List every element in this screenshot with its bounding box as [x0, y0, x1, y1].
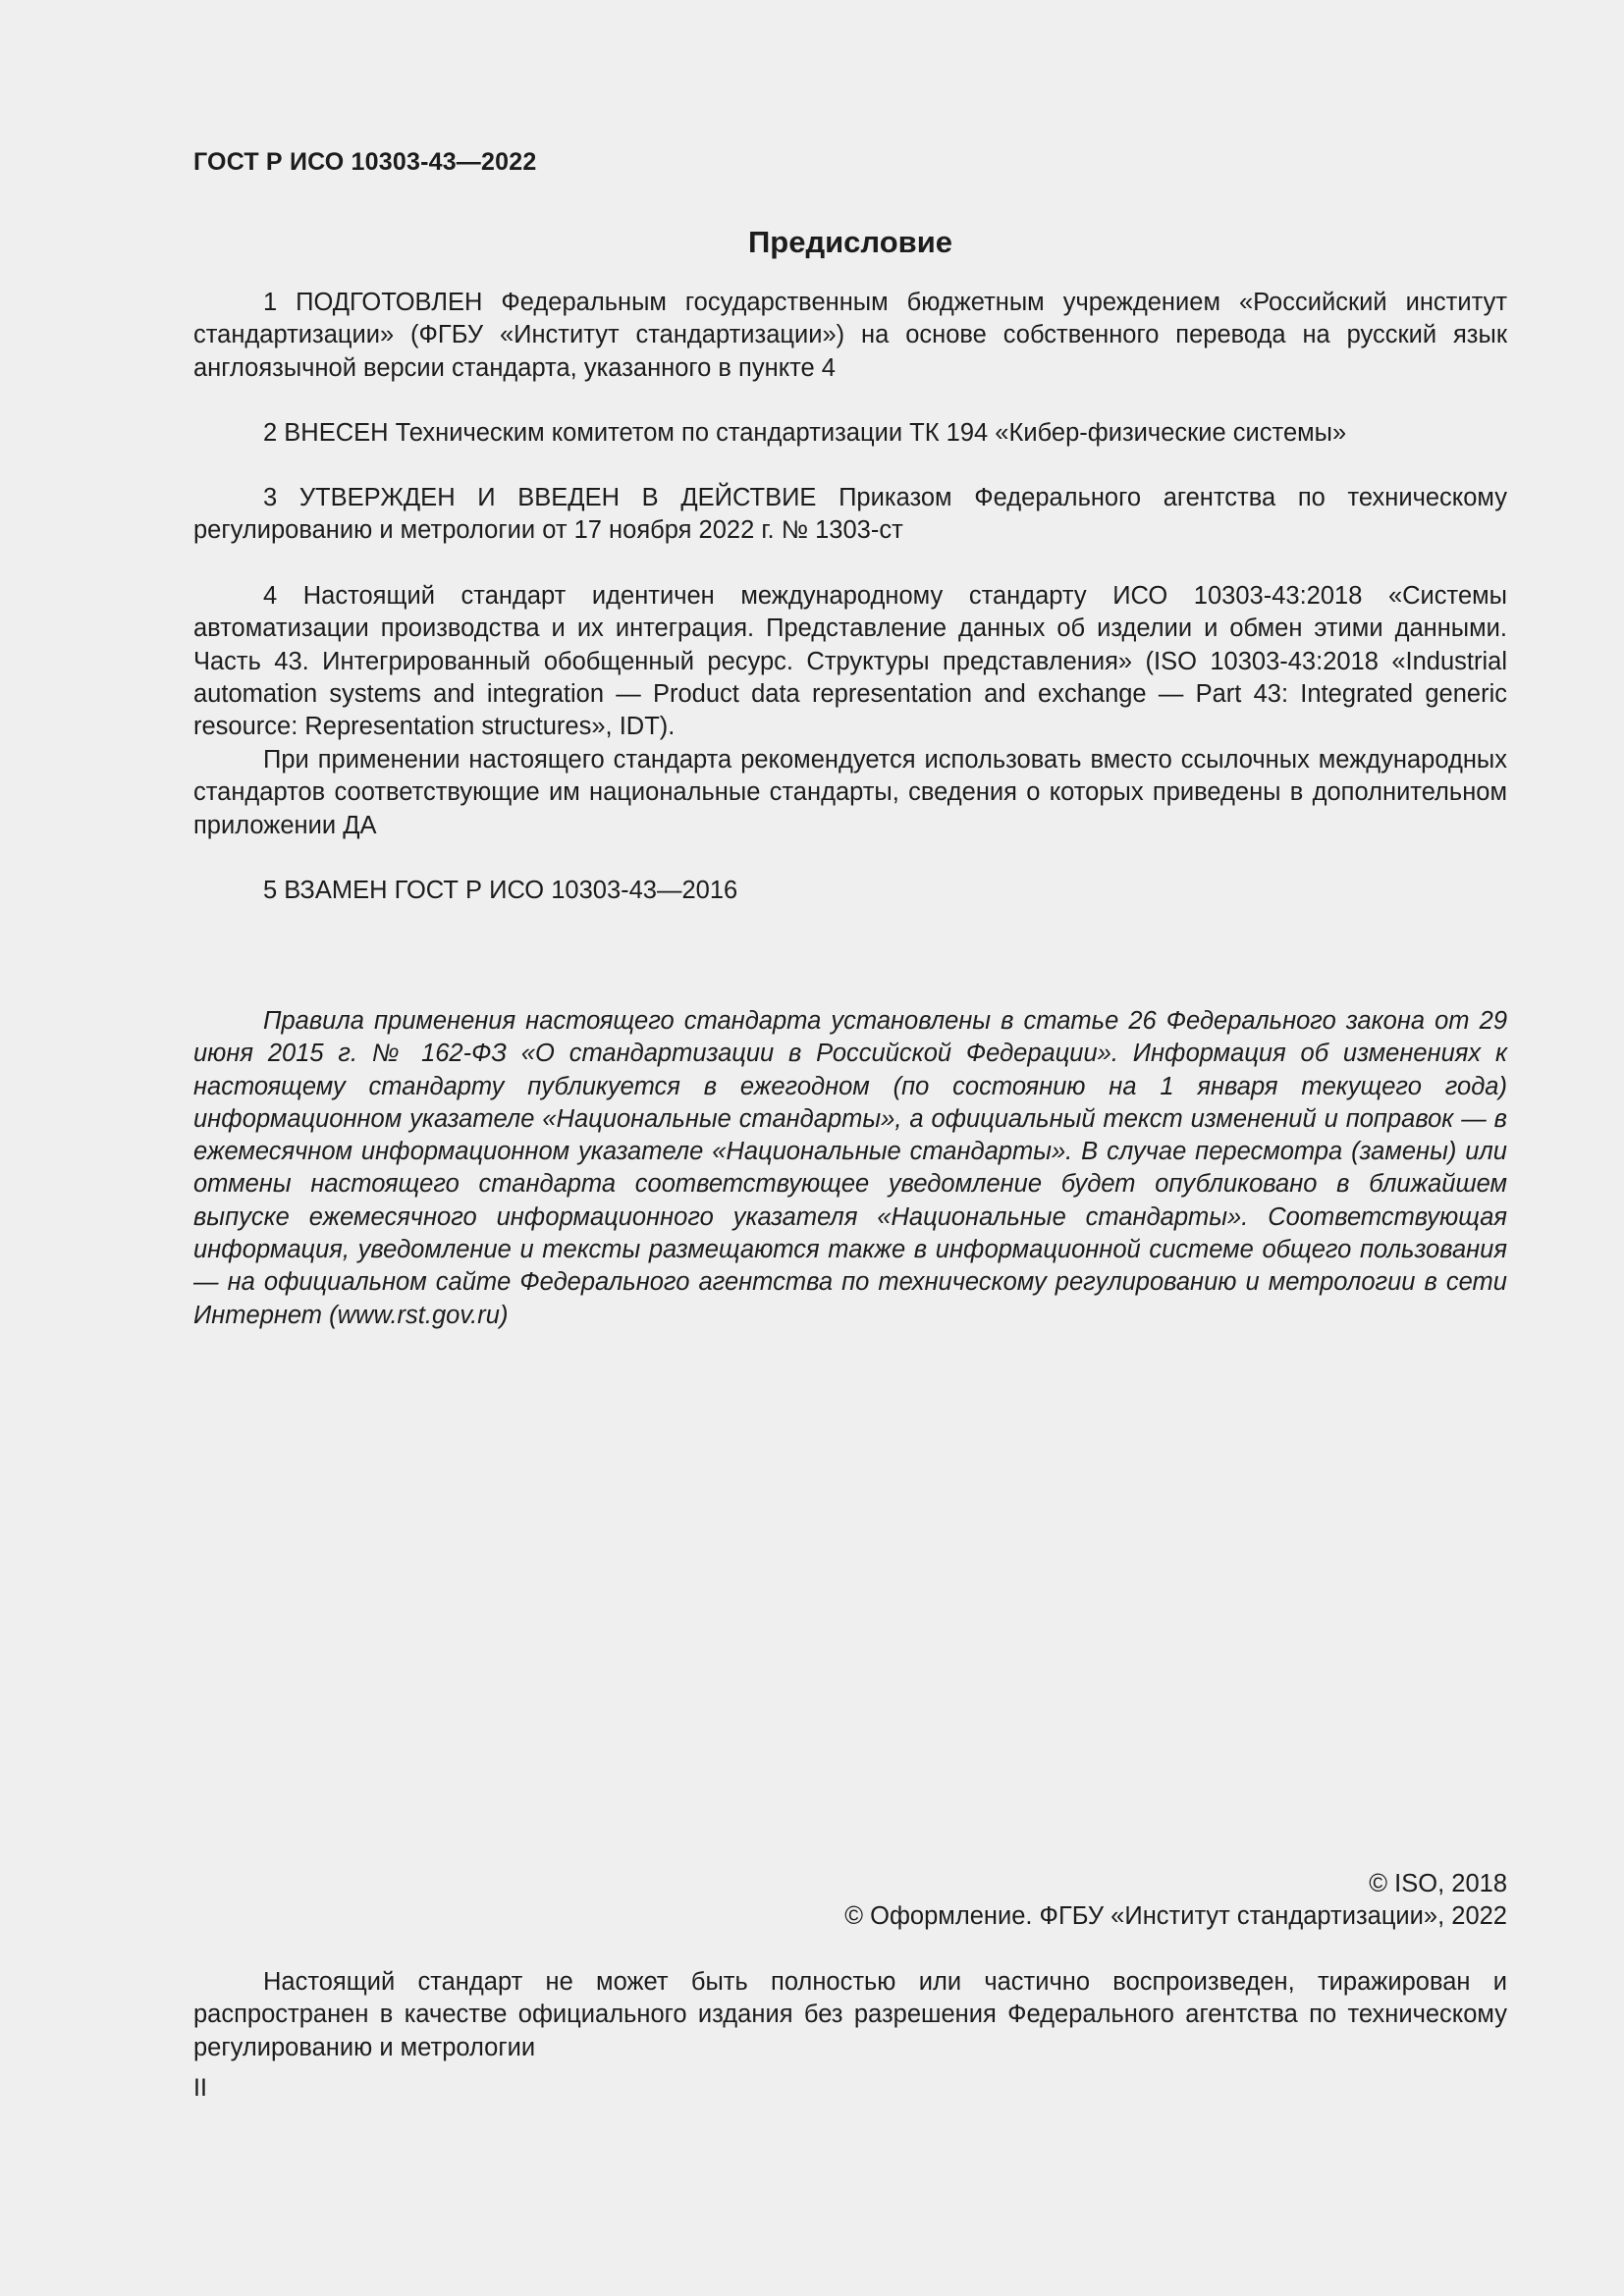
page-number: II	[193, 2074, 207, 2102]
preface-item-2: 2 ВНЕСЕН Техническим комитетом по стандартизации ТК 194 «Кибер-физические системы»	[263, 419, 1347, 447]
preface-item-5: 5 ВЗАМЕН ГОСТ Р ИСО 10303-43—2016	[263, 877, 738, 904]
reproduction-notice: Настоящий стандарт не может быть полностью или частично воспроизведен, тиражирован и распространен в качестве официального издания без разрешения Федерального агентства по техническому регулированию и метрологии	[193, 1968, 1507, 2061]
preface-item-4: 4 Настоящий стандарт идентичен международному стандарту ИСО 10303-43:2018 «Системы автоматизации производства и их интеграция. Представление данных об изделии и обмен этими данными. Часть 43. Интегрированный обобщенный ресурс. Структуры представления» (ISO 10303-43:2018 «Industrial automation systems and integration — Product data representation and exchange — Part 43: Integrated generic resource: Representation structures», IDT).	[193, 582, 1507, 741]
preface-item-4-note: При применении настоящего стандарта рекомендуется использовать вместо ссылочных международных стандартов соответствующие им национальные стандарты, сведения о которых приведены в дополнительном приложении ДА	[193, 746, 1507, 839]
iso-copyright: © ISO, 2018	[1369, 1870, 1507, 1897]
preface-item-3: 3 УТВЕРЖДЕН И ВВЕДЕН В ДЕЙСТВИЕ Приказом Федерального агентства по техническому регулированию и метрологии от 17 ноября 2022 г. № 1303-ст	[193, 484, 1507, 545]
design-copyright: © Оформление. ФГБУ «Институт стандартизации», 2022	[844, 1902, 1507, 1930]
document-code-header: ГОСТ Р ИСО 10303-43—2022	[193, 148, 537, 176]
page-title: Предисловие	[747, 225, 952, 259]
preface-item-1: 1 ПОДГОТОВЛЕН Федеральным государственным бюджетным учреждением «Российский институт стандартизации» (ФГБУ «Институт стандартизации») на основе собственного перевода на русский язык англоязычной версии стандарта, указанного в пункте 4	[193, 289, 1507, 382]
application-rules-notice: Правила применения настоящего стандарта установлены в статье 26 Федерального закона от 29 июня 2015 г. № 162-ФЗ «О стандартизации в Российской Федерации». Информация об изменениях к настоящему стандарту публикуется в ежегодном (по состоянию на 1 января текущего года) информационном указателе «Национальные стандарты», а официальный текст изменений и поправок — в ежемесячном информационном указателе «Национальные стандарты». В случае пересмотра (замены) или отмены настоящего стандарта соответствующее уведомление будет опубликовано в ближайшем выпуске ежемесячного информационного указателя «Национальные стандарты». Соответствующая информация, уведомление и тексты размещаются также в информационной системе общего пользования — на официальном сайте Федерального агентства по техническому регулированию и метрологии в сети Интернет (www.rst.gov.ru)	[193, 1007, 1507, 1329]
